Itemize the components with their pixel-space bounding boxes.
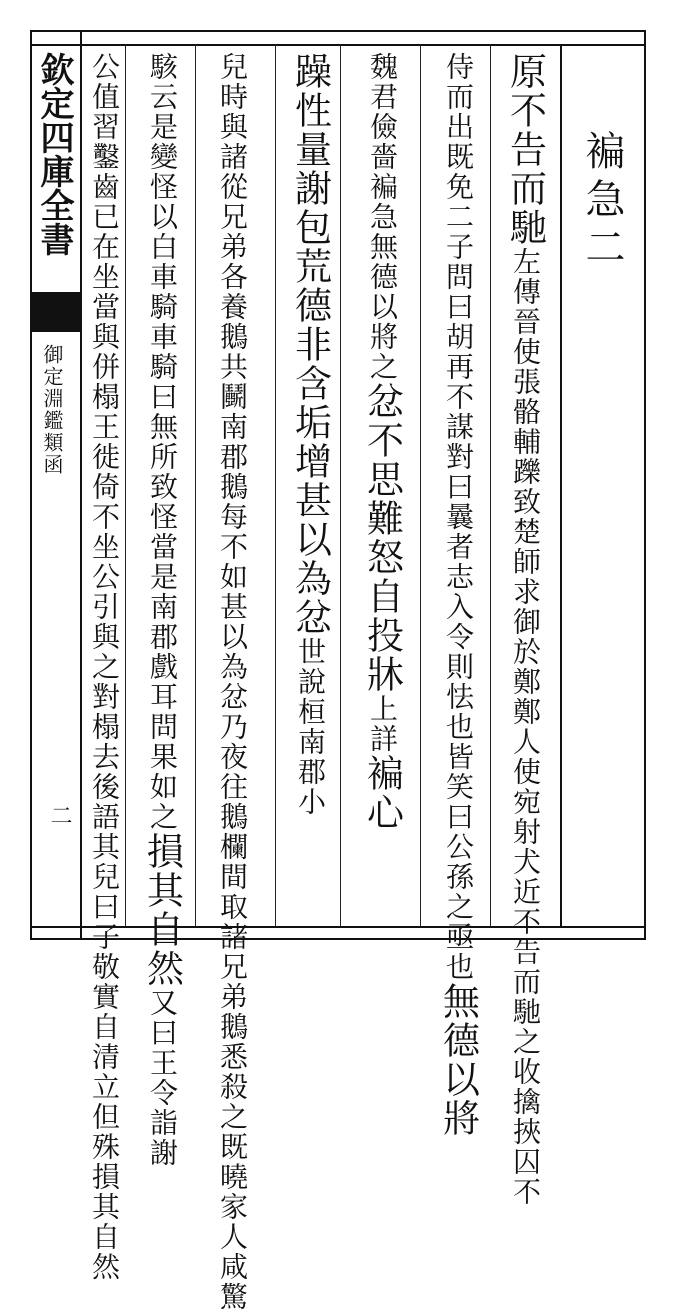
book-margin xyxy=(30,44,80,926)
text-column-6 xyxy=(142,52,182,1168)
entry-heading: 躁性 xyxy=(288,52,332,130)
column-rule xyxy=(420,44,421,926)
annotation: 公值習鑿齒已在坐當與併榻王徙倚不坐公引與之對榻去後語其兒曰子敬實自清立但殊損其自然 xyxy=(88,52,121,1282)
entry-heading: 褊心 xyxy=(360,754,404,832)
annotation: 兒時與諸從兄弟各養鵝共鬭南郡鵝每不如甚以為忿乃夜往鵝欄間取諸兄弟鵝悉殺之既曉家人咸驚 xyxy=(216,52,249,1312)
annotation: 世說桓南郡小 xyxy=(294,637,327,817)
entry-heading: 德非含垢 xyxy=(288,286,332,442)
column-rule xyxy=(340,44,341,926)
column-rule xyxy=(125,44,126,926)
text-column-2 xyxy=(438,52,478,1138)
annotation: 駭云是變怪以白車騎車騎曰無所致怪當是南郡戲耳問果如之 xyxy=(146,52,179,832)
entry-heading: 損其自然 xyxy=(140,832,184,988)
text-column-7 xyxy=(84,52,124,1282)
column-rule xyxy=(490,44,491,926)
entry-heading: 怒自投牀 xyxy=(360,538,404,694)
title-rule xyxy=(560,44,562,926)
annotation: 上詳 xyxy=(366,694,399,754)
book-title: 欽定四庫全書 xyxy=(34,52,74,256)
top-rule xyxy=(30,44,646,46)
entry-heading: 量謝包荒 xyxy=(288,130,332,286)
annotation: 又曰王令詣謝 xyxy=(146,988,179,1168)
annotation: 左傳晉使張骼輔躒致楚師求御於鄭鄭人使宛射犬近不告而馳之收擒挾囚不 xyxy=(509,247,542,1207)
column-rule xyxy=(195,44,196,926)
annotation: 魏君儉嗇褊急無德以將之 xyxy=(366,52,399,382)
section-title: 褊急二 xyxy=(579,130,625,274)
fish-tail-band xyxy=(30,292,80,332)
text-column-3 xyxy=(362,52,402,832)
column-rule xyxy=(275,44,276,926)
text-column-1 xyxy=(505,52,545,1207)
entry-heading: 忿不思難 xyxy=(360,382,404,538)
margin-rule xyxy=(80,30,82,940)
page-number: 二 xyxy=(47,804,72,826)
annotation: 侍而出既免二子問曰胡再不謀對曰曩者志入令則怯也皆笑曰公孫之亟也 xyxy=(442,52,475,982)
entry-heading: 原不告而馳 xyxy=(503,52,547,247)
book-subtitle: 御定淵鑑類函 xyxy=(40,344,64,476)
entry-heading: 增甚以為忿 xyxy=(288,442,332,637)
text-column-4 xyxy=(290,52,330,817)
text-column-5 xyxy=(212,52,252,1312)
entry-heading: 無德以將 xyxy=(436,982,480,1138)
